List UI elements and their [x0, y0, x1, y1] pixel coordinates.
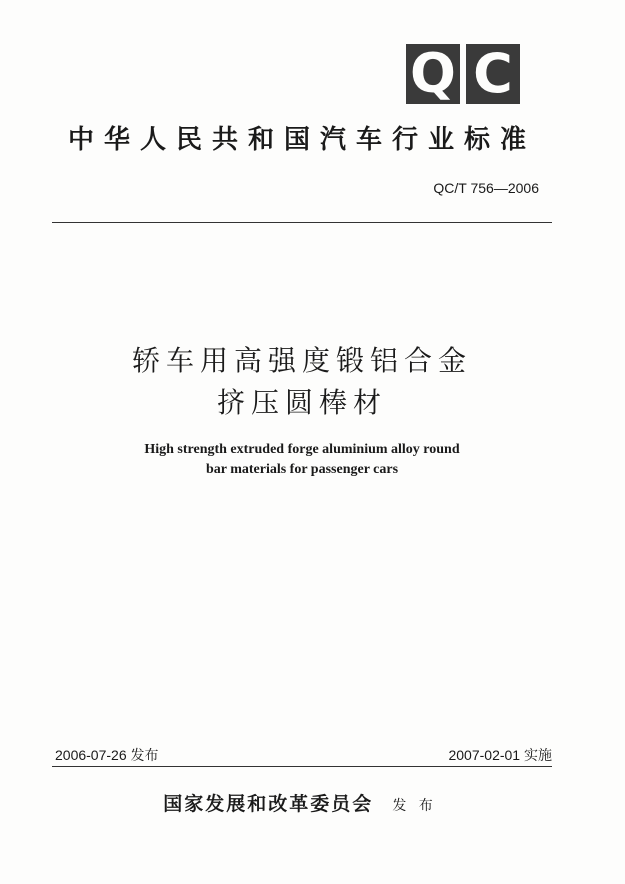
- implementation-date: 2007-02-01 实施: [448, 747, 552, 763]
- footer-divider: [52, 766, 552, 767]
- standard-type-heading: 中华人民共和国汽车行业标准: [67, 125, 536, 155]
- qc-logo: [406, 44, 520, 104]
- issuer-name: 国家发展和改革委员会: [163, 793, 374, 815]
- issue-date: 2006-07-26 发布: [55, 747, 159, 763]
- english-title-line-1: High strength extruded forge aluminium alloy round: [144, 442, 460, 457]
- standard-code: QC/T 756—2006: [433, 180, 539, 196]
- chinese-title: [62, 340, 542, 424]
- chinese-title-line-1: 轿车用高强度锻铝合金: [131, 344, 472, 377]
- chinese-title-line-2: 挤压圆棒材: [216, 386, 387, 419]
- issuer-line: [60, 789, 540, 816]
- logo-letter-q: Q: [406, 44, 460, 104]
- english-title: [62, 440, 542, 480]
- issuer-action: 发 布: [392, 798, 437, 814]
- logo-letter-c: C: [466, 44, 520, 104]
- header-divider: [52, 222, 552, 223]
- english-title-line-2: bar materials for passenger cars: [205, 462, 399, 477]
